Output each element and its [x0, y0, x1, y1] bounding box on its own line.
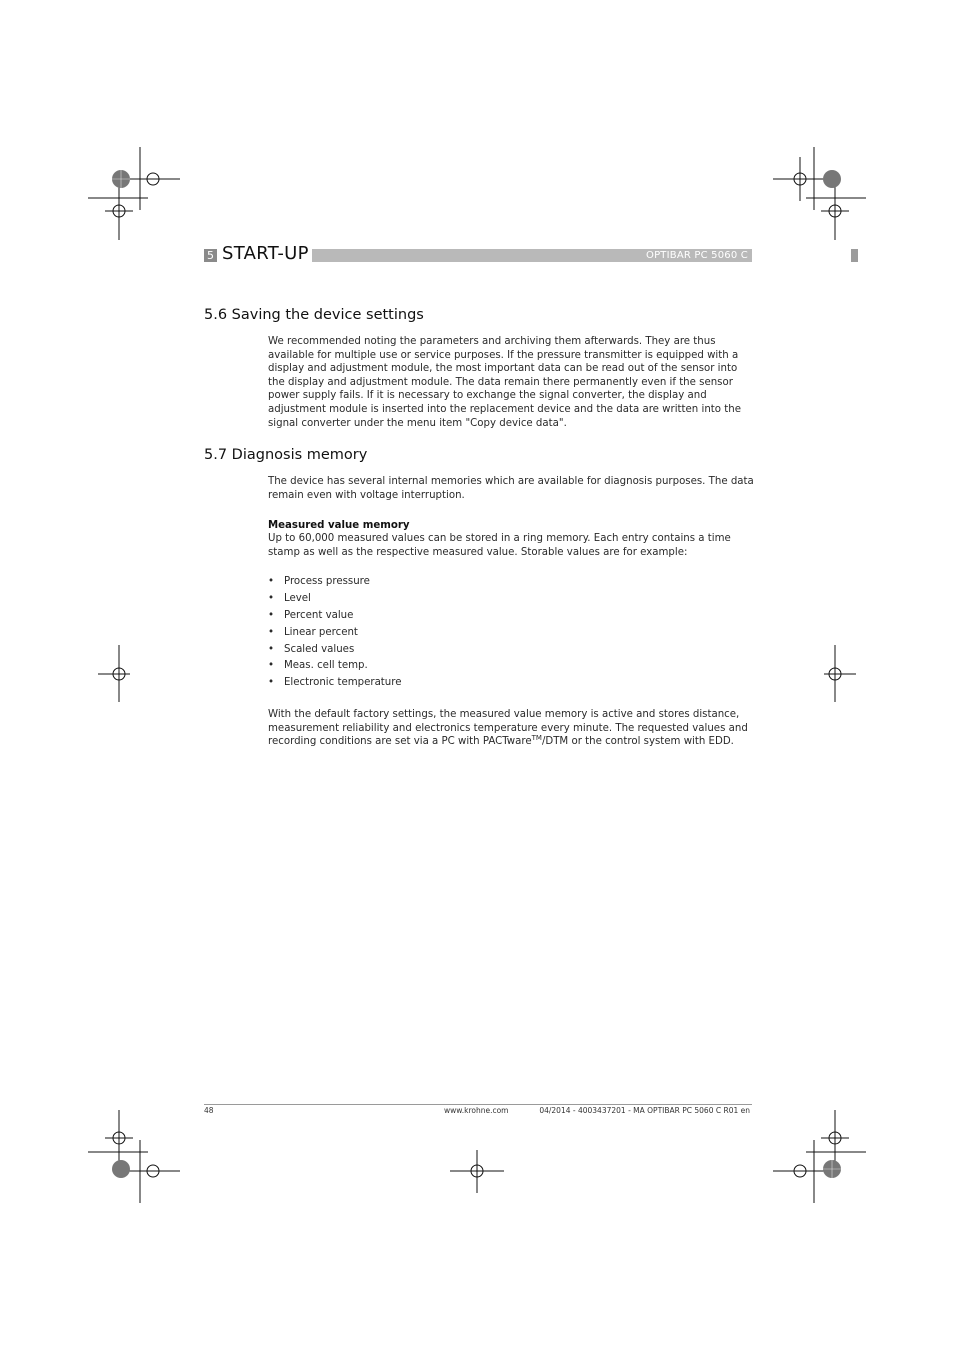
- measured-value-memory-heading: Measured value memory: [268, 520, 410, 531]
- storable-values-list: [268, 575, 668, 693]
- chapter-number-box: 5: [204, 249, 217, 262]
- footer-website[interactable]: www.krohne.com: [444, 1106, 509, 1115]
- page-number: 48: [204, 1106, 214, 1115]
- trademark-superscript: TM: [531, 734, 542, 743]
- measured-value-memory-body: Up to 60,000 measured values can be stored in a ring memory. Each entry contains a time stamp as well as the respective measured value. Storable values are for example:: [268, 533, 731, 558]
- closing-text-part2: /DTM or the control system with EDD.: [541, 736, 734, 748]
- list-item: • Level: [268, 592, 668, 609]
- section-heading-5-6: 5.6 Saving the device settings: [204, 307, 424, 323]
- section-5-7-closing: [268, 708, 754, 749]
- chapter-title: START-UP: [222, 243, 309, 264]
- list-item: • Electronic temperature: [268, 676, 668, 693]
- list-item: • Meas. cell temp.: [268, 659, 668, 676]
- section-5-6-body: We recommended noting the parameters and archiving them afterwards. They are thus available for multiple use or service purposes. If the pressure transmitter is equipped with a display and adjustment module, the most important data can be read out of the sensor into the display and adjustment module. The data remain there permanently even if the sensor power supply fails. If it is necessary to exchange the signal converter, the display and adjustment module is inserted into the replacement device and the data are written into the signal converter under the menu item "Copy device data".: [268, 336, 741, 429]
- list-item: • Percent value: [268, 609, 668, 626]
- footer-doc-reference: 04/2014 - 4003437201 - MA OPTIBAR PC 5060 C R01 en: [539, 1106, 750, 1115]
- product-name: OPTIBAR PC 5060 C: [646, 250, 748, 261]
- page-edge-tab: [851, 249, 858, 262]
- section-heading-5-7: 5.7 Diagnosis memory: [204, 447, 368, 463]
- list-item: • Process pressure: [268, 575, 668, 592]
- section-5-7-intro: The device has several internal memories which are available for diagnosis purposes. The data remain even with voltage interruption.: [268, 476, 754, 501]
- closing-text-part1: With the default factory settings, the measured value memory is active and stores distance, measurement reliability and electronics temperature every minute. The requested values and recording conditions are set via a PC with PACTware: [268, 709, 748, 748]
- footer-rule: [204, 1104, 752, 1105]
- list-item: • Scaled values: [268, 643, 668, 660]
- list-item: • Linear percent: [268, 626, 668, 643]
